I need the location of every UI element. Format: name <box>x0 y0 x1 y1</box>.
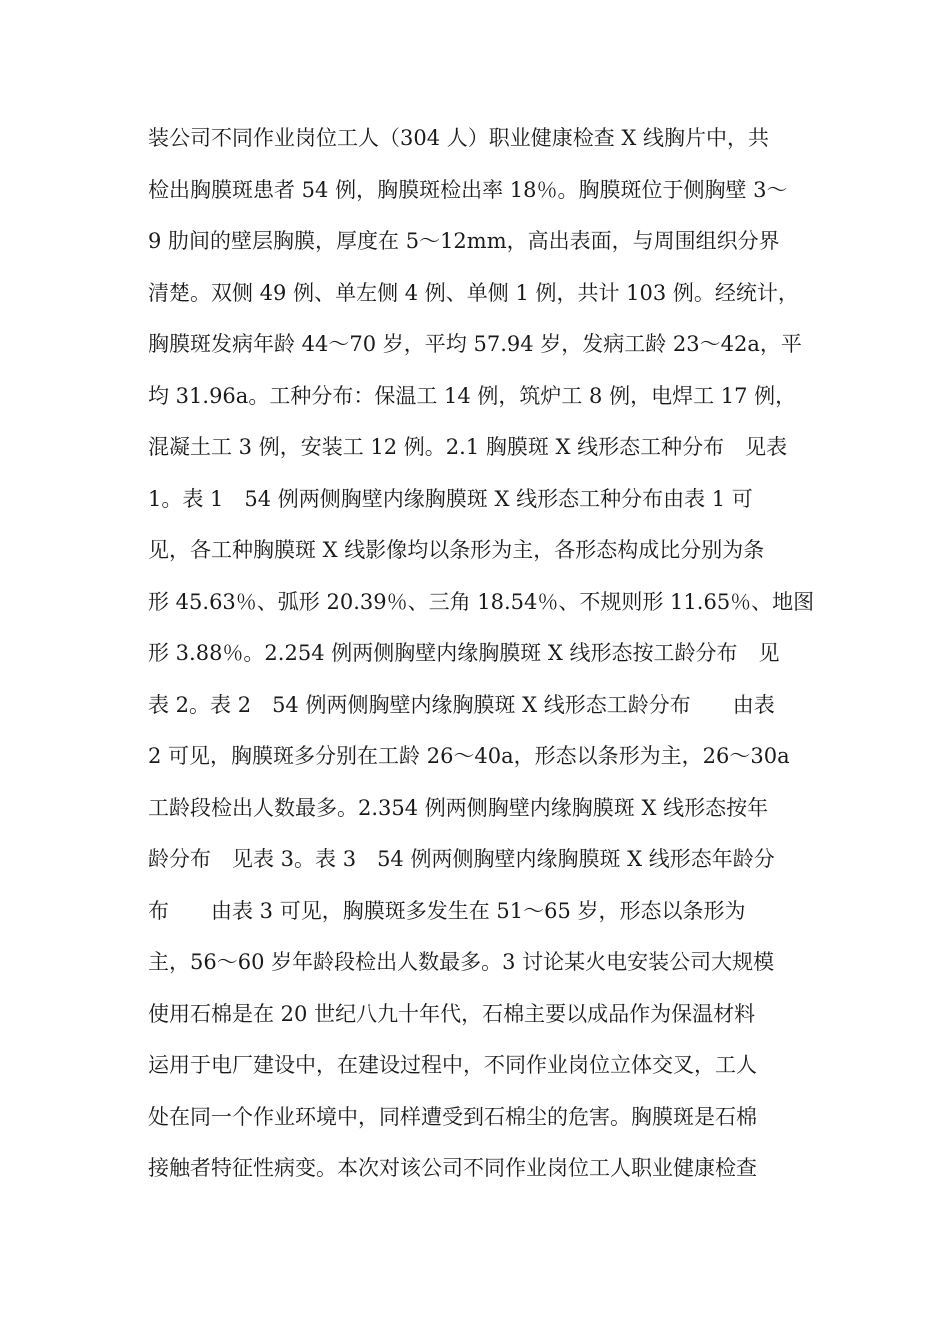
text-line: 主，56～60 岁年龄段检出人数最多。3 讨论某火电安装公司大规模 <box>148 950 775 974</box>
text-line: 运用于电厂建设中，在建设过程中，不同作业岗位立体交叉，工人 <box>148 1053 757 1077</box>
body-text <box>148 118 815 1200</box>
text-line: 装公司不同作业岗位工人（304 人）职业健康检查 X 线胸片中，共 <box>148 126 770 150</box>
text-line: 形 3.88％。2.254 例两侧胸壁内缘胸膜斑 X 线形态按工龄分布 见 <box>148 641 780 665</box>
text-line: 1。表 1 54 例两侧胸壁内缘胸膜斑 X 线形态工种分布由表 1 可 <box>148 486 753 511</box>
text-line: 形 45.63％、弧形 20.39％、三角 18.54％、不规则形 11.65％、地图 <box>148 589 815 614</box>
text-line: 混凝土工 3 例，安装工 12 例。2.1 胸膜斑 X 线形态工种分布 见表 <box>148 435 788 459</box>
text-line: 处在同一个作业环境中，同样遭受到石棉尘的危害。胸膜斑是石棉 <box>148 1104 757 1129</box>
text-line: 检出胸膜斑患者 54 例，胸膜斑检出率 18％。胸膜斑位于侧胸壁 3～ <box>148 177 788 202</box>
text-line: 9 肋间的壁层胸膜，厚度在 5～12mm，高出表面，与周围组织分界 <box>148 229 780 253</box>
text-line: 布 由表 3 可见，胸膜斑多发生在 51～65 岁，形态以条形为 <box>148 898 746 923</box>
text-line: 表 2。表 2 54 例两侧胸壁内缘胸膜斑 X 线形态工龄分布 由表 <box>148 692 775 717</box>
text-line: 见，各工种胸膜斑 X 线影像均以条形为主，各形态构成比分别为条 <box>148 538 765 562</box>
text-line: 使用石棉是在 20 世纪八九十年代，石棉主要以成品作为保温材料 <box>148 1001 756 1026</box>
text-line: 均 31.96a。工种分布：保温工 14 例，筑炉工 8 例，电焊工 17 例， <box>148 383 797 408</box>
text-line: 工龄段检出人数最多。2.354 例两侧胸壁内缘胸膜斑 X 线形态按年 <box>148 795 769 820</box>
text-line: 接触者特征性病变。本次对该公司不同作业岗位工人职业健康检查 <box>148 1156 757 1180</box>
text-line: 胸膜斑发病年龄 44～70 岁，平均 57.94 岁，发病工龄 23～42a，平 <box>148 332 802 356</box>
text-line: 龄分布 见表 3。表 3 54 例两侧胸壁内缘胸膜斑 X 线形态年龄分 <box>148 847 775 871</box>
text-line: 2 可见，胸膜斑多分别在工龄 26～40a，形态以条形为主，26～30a <box>148 744 790 768</box>
text-line: 清楚。双侧 49 例、单左侧 4 例、单侧 1 例，共计 103 例。经统计， <box>148 280 799 305</box>
